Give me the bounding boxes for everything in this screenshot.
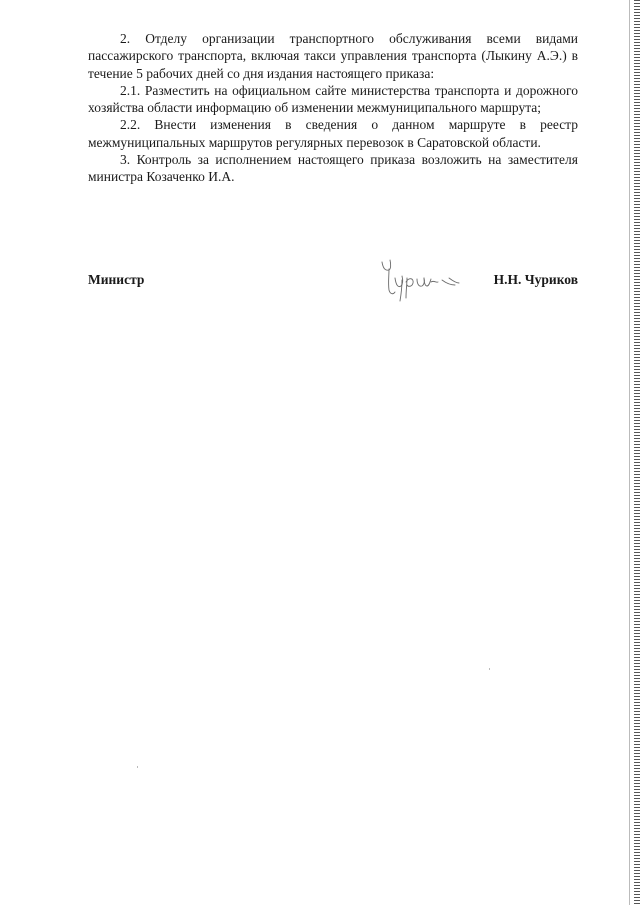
paragraph-2-1: 2.1. Разместить на официальном сайте министерства транспорта и дорожного хозяйства области информацию об изменении межмуниципального маршрута;	[88, 82, 578, 116]
paragraph-3: 3. Контроль за исполнением настоящего приказа возложить на заместителя министра Козаченко И.А.	[88, 152, 578, 185]
scan-edge-line	[629, 0, 630, 905]
scan-edge-artifact	[634, 0, 640, 905]
paragraph-2-2: 2.2. Внести изменения в сведения о данном маршруте в реестр межмуниципальных маршрутов регулярных перевозок в Саратовской области.	[88, 117, 578, 150]
scan-speck	[137, 766, 138, 768]
handwritten-signature	[376, 252, 466, 304]
scan-speck	[489, 668, 490, 670]
signatory-role: Министр	[88, 272, 145, 287]
paragraph-2: 2. Отделу организации транспортного обслуживания всеми видами пассажирского транспорта, включая такси управления транспорта (Лыкину А.Э.) в течение 5 рабочих дней со дня издания настоящего приказа:	[88, 31, 578, 81]
document-body	[88, 30, 578, 186]
signature-block	[88, 272, 578, 302]
signatory-name: Н.Н. Чуриков	[493, 272, 578, 287]
